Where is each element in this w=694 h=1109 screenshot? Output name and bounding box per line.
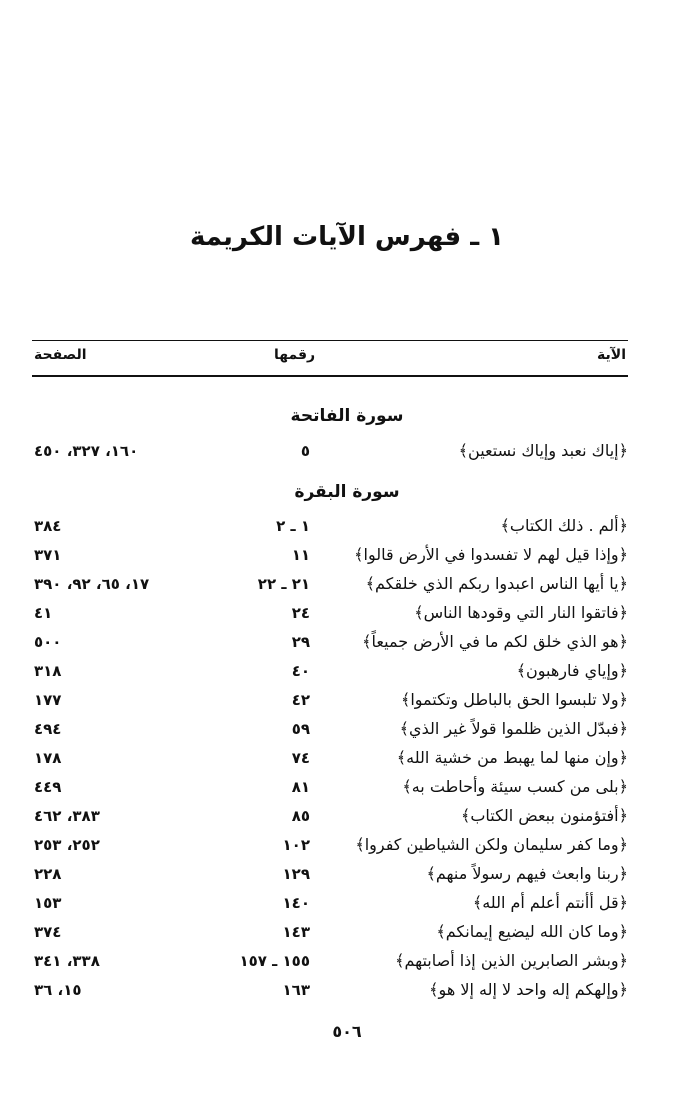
verse-text: ﴿وإذا قيل لهم لا تفسدوا في الأرض قالوا﴾ — [354, 545, 628, 564]
table-row — [32, 890, 628, 916]
verse-number: ٢١ ـ ٢٢ — [257, 575, 310, 593]
verse-number: ٥٩ — [291, 720, 310, 738]
verse-text: ﴿يا أيها الناس اعبدوا ربكم الذي خلقكم﴾ — [365, 574, 628, 593]
page-number: ٥٠٦ — [332, 1022, 362, 1041]
verse-text: ﴿فاتقوا النار التي وقودها الناس﴾ — [414, 603, 628, 622]
table-row — [32, 629, 628, 655]
table-top-rule — [32, 340, 628, 341]
verse-text: ﴿بلى من كسب سيئة وأحاطت به﴾ — [402, 777, 628, 796]
page-refs: ٣٨٤ — [34, 517, 62, 535]
verse-number: ١٤٠ — [282, 894, 310, 912]
verse-number: ١٢٩ — [282, 865, 310, 883]
verse-number: ٧٤ — [291, 749, 310, 767]
verse-number: ١٤٣ — [282, 923, 310, 941]
verse-text: ﴿وإلهكم إله واحد لا إله إلا هو﴾ — [429, 980, 628, 999]
table-row — [32, 571, 628, 597]
page-refs: ١٧٨ — [34, 749, 62, 767]
surah-title: سورة البقرة — [294, 482, 400, 502]
verse-number: ١٥٥ ـ ١٥٧ — [239, 952, 310, 970]
verse-text: ﴿ولا تلبسوا الحق بالباطل وتكتموا﴾ — [400, 690, 628, 709]
page-refs: ٣١٨ — [34, 662, 62, 680]
table-row — [32, 513, 628, 539]
verse-number: ٨٥ — [291, 807, 310, 825]
surah-title: سورة الفاتحة — [290, 406, 404, 426]
verse-number: ١١ — [291, 546, 310, 564]
verse-text: ﴿وإن منها لما يهبط من خشية الله﴾ — [396, 748, 628, 767]
table-header — [32, 343, 628, 367]
page-refs: ٣٧١ — [34, 546, 62, 564]
table-row — [32, 542, 628, 568]
table-row — [32, 716, 628, 742]
table-row — [32, 803, 628, 829]
verse-number: ٤٠ — [291, 662, 310, 680]
verse-text: ﴿وإياي فارهبون﴾ — [516, 661, 628, 680]
page-refs: ١٧، ٦٥، ٩٢، ٣٩٠ — [34, 575, 150, 593]
table-row — [32, 832, 628, 858]
page-refs: ٤١ — [34, 604, 53, 622]
verse-number: ١٦٣ — [282, 981, 310, 999]
verse-number: ٨١ — [291, 778, 310, 796]
page-refs: ١٥٣ — [34, 894, 62, 912]
table-row — [32, 687, 628, 713]
table-row — [32, 600, 628, 626]
page-refs: ٥٠٠ — [34, 633, 62, 651]
verse-text: ﴿أفتؤمنون ببعض الكتاب﴾ — [460, 806, 628, 825]
verse-number: ٤٢ — [291, 691, 310, 709]
page-title: ١ ـ فهرس الآيات الكريمة — [189, 222, 505, 252]
verse-text: ﴿هو الذي خلق لكم ما في الأرض جميعاً﴾ — [362, 632, 628, 651]
verse-number: ١ ـ ٢ — [276, 517, 310, 535]
header-page: الصفحة — [34, 347, 87, 363]
page-refs: ٢٥٢، ٢٥٣ — [34, 836, 100, 854]
verse-number: ٥ — [300, 442, 310, 460]
page-refs: ٤٩٤ — [34, 720, 62, 738]
table-row — [32, 919, 628, 945]
page-refs: ١٦٠، ٣٢٧، ٤٥٠ — [34, 442, 139, 460]
table-row — [32, 977, 628, 1003]
header-verse: الآية — [597, 347, 626, 363]
verse-text: ﴿ألم . ذلك الكتاب﴾ — [500, 516, 628, 535]
verse-number: ١٠٢ — [282, 836, 310, 854]
verse-text: ﴿قل أأنتم أعلم أم الله﴾ — [472, 893, 628, 912]
page-refs: ١٥، ٣٦ — [34, 981, 82, 999]
header-number: رقمها — [274, 347, 316, 363]
verse-text: ﴿وما كان الله ليضيع إيمانكم﴾ — [436, 922, 628, 941]
verse-text: ﴿وما كفر سليمان ولكن الشياطين كفروا﴾ — [355, 835, 628, 854]
table-row — [32, 745, 628, 771]
page-refs: ١٧٧ — [34, 691, 62, 709]
table-header-rule — [32, 375, 628, 377]
page-refs: ٣٣٨، ٣٤١ — [34, 952, 100, 970]
table-row — [32, 774, 628, 800]
verse-text: ﴿وبشر الصابرين الذين إذا أصابتهم﴾ — [395, 951, 628, 970]
verse-text: ﴿ربنا وابعث فيهم رسولاً منهم﴾ — [426, 864, 628, 883]
verse-number: ٢٤ — [291, 604, 310, 622]
table-row — [32, 861, 628, 887]
page-refs: ٣٧٤ — [34, 923, 62, 941]
page-refs: ٢٢٨ — [34, 865, 62, 883]
verse-text: ﴿فبدّل الذين ظلموا قولاً غير الذي﴾ — [399, 719, 628, 738]
table-row — [32, 658, 628, 684]
page-refs: ٣٨٣، ٤٦٢ — [34, 807, 100, 825]
verse-number: ٢٩ — [291, 633, 310, 651]
page-refs: ٤٤٩ — [34, 778, 62, 796]
table-row — [32, 948, 628, 974]
verse-text: ﴿إياك نعبد وإياك نستعين﴾ — [458, 441, 628, 460]
table-row — [32, 438, 628, 464]
